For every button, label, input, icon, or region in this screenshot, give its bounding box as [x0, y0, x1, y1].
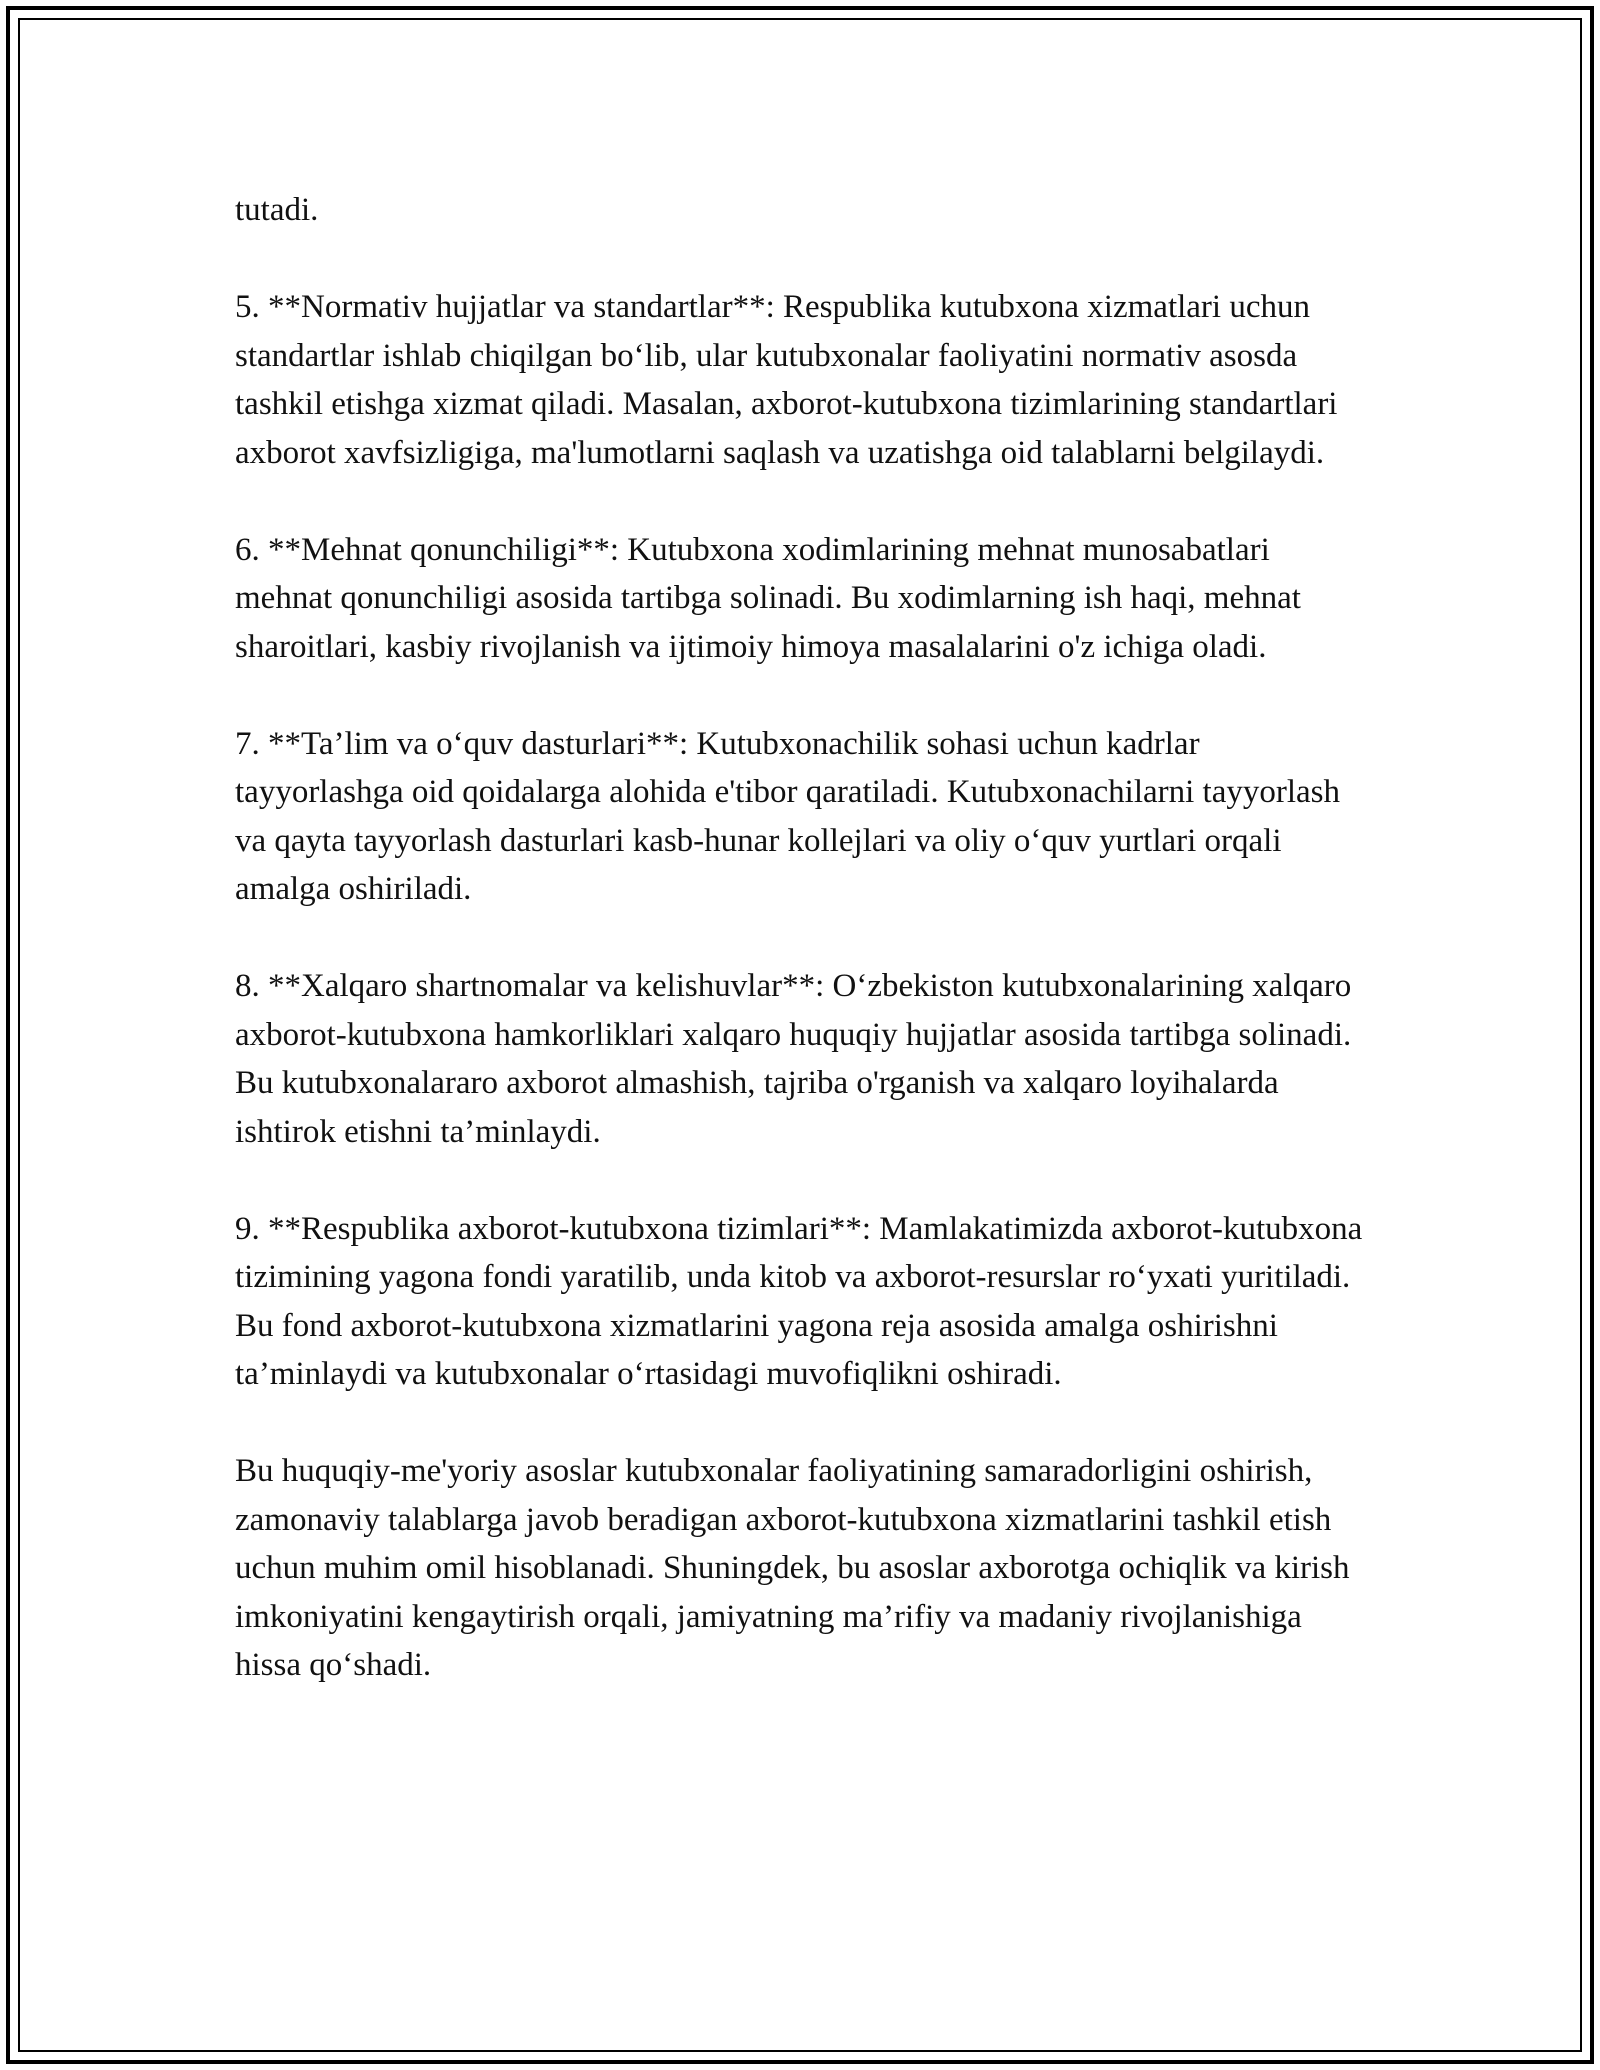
paragraph-item-9: 9. **Respublika axborot-kutubxona tizimlari**: Mamlakatimizda axborot-kutubxona tizimining yagona fondi yaratilib, unda kitob va axborot-resurslar ro‘yxati yuritiladi. Bu fond axborot-kutubxona xizmatlarini yagona reja asosida amalga oshirishni ta’minlaydi va kutubxonalar o‘rtasidagi muvofiqlikni oshiradi.	[235, 1210, 1363, 1392]
paragraph-item-5: 5. **Normativ hujjatlar va standartlar**: Respublika kutubxona xizmatlari uchun standartlar ishlab chiqilgan bo‘lib, ular kutubxonalar faoliyatini normativ asosda tashkil etishga xizmat qiladi. Masalan, axborot-kutubxona tizimlarining standartlari axborot xavfsizligiga, ma'lumotlarni saqlash va uzatishga oid talablarni belgilaydi.	[235, 289, 1338, 471]
paragraph-item-6: 6. **Mehnat qonunchiligi**: Kutubxona xodimlarining mehnat munosabatlari mehnat qonunchiligi asosida tartibga solinadi. Bu xodimlarning ish haqi, mehnat sharoitlari, kasbiy rivojlanish va ijtimoiy himoya masalalarini o'z ichiga oladi.	[235, 531, 1301, 665]
paragraph-item-8: 8. **Xalqaro shartnomalar va kelishuvlar**: O‘zbekiston kutubxonalarining xalqaro axborot-kutubxona hamkorliklari xalqaro huquqiy hujjatlar asosida tartibga solinadi. Bu kutubxonalararo axborot almashish, tajriba o'rganish va xalqaro loyihalarda ishtirok etishni ta’minlaydi.	[235, 968, 1352, 1150]
paragraph-conclusion: Bu huquqiy-me'yoriy asoslar kutubxonalar faoliyatining samaradorligini oshirish, zamonaviy talablarga javob beradigan axborot-kutubxona xizmatlarini tashkil etish uchun muhim omil hisoblanadi. Shuningdek, bu asoslar axborotga ochiqlik va kirish imkoniyatini kengaytirish orqali, jamiyatning ma’rifiy va madaniy rivojlanishiga hissa qo‘shadi.	[235, 1453, 1350, 1683]
document-body	[235, 186, 1365, 1738]
paragraph-item-7: 7. **Ta’lim va o‘quv dasturlari**: Kutubxonachilik sohasi uchun kadrlar tayyorlashga oid qoidalarga alohida e'tibor qaratiladi. Kutubxonachilarni tayyorlash va qayta tayyorlash dasturlari kasb-hunar kollejlari va oliy o‘quv yurtlari orqali amalga oshiriladi.	[235, 725, 1341, 907]
paragraph-continuation: tutadi.	[235, 192, 319, 228]
